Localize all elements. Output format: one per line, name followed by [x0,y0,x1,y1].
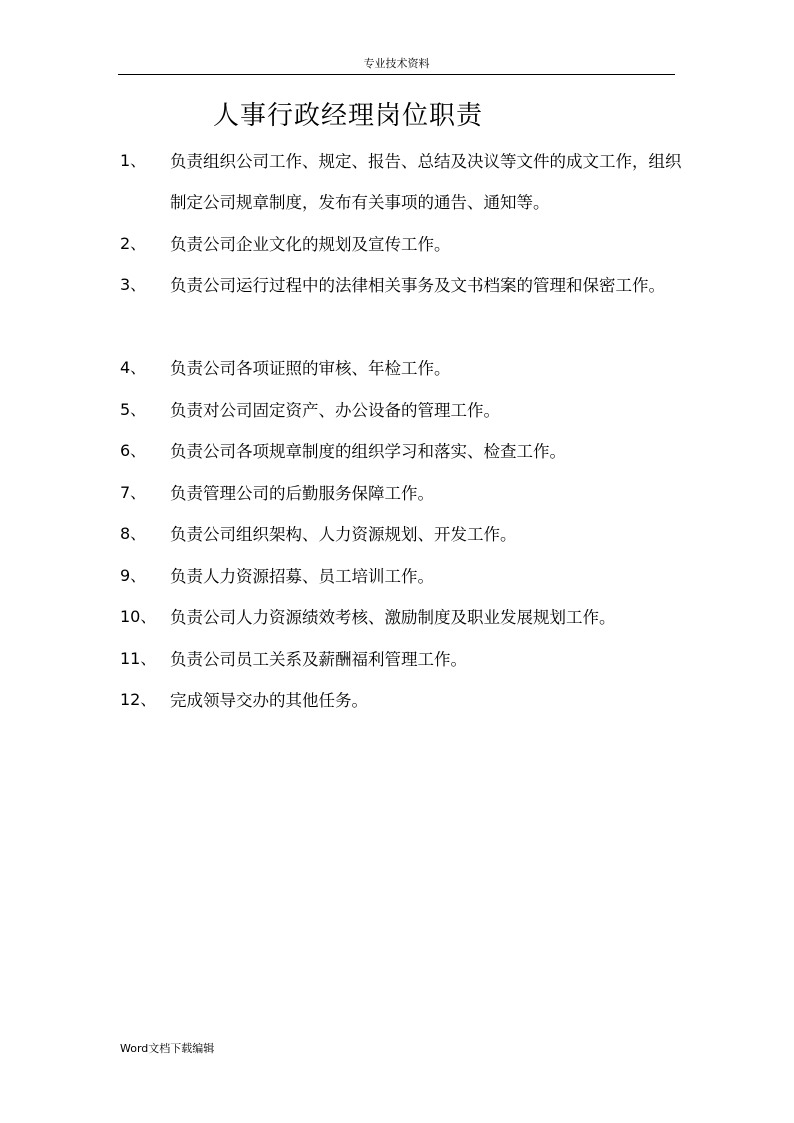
duty-text: 负责组织公司工作、规定、报告、总结及决议等文件的成文工作，组织制定公司规章制度，发布有关事项的通告、通知等。 [170,152,682,212]
page-header [118,58,675,75]
duty-number: 7、 [120,483,147,502]
duty-number: 5、 [120,400,147,419]
duty-text: 负责公司组织架构、人力资源规划、开发工作。 [170,525,517,544]
duty-number: 2、 [120,234,147,253]
duty-text: 完成领导交办的其他任务。 [170,691,368,710]
header-text: 专业技术资料 [363,57,430,70]
duty-text: 负责管理公司的后勤服务保障工作。 [170,484,434,503]
duty-number: 12、 [120,690,157,709]
duty-number: 8、 [120,524,147,543]
duty-text: 负责公司企业文化的规划及宣传工作。 [170,235,451,254]
page-title: 人事行政经理岗位职责 [213,101,484,131]
duty-number: 4、 [120,358,147,377]
duty-number: 6、 [120,441,147,460]
duty-text: 负责公司运行过程中的法律相关事务及文书档案的管理和保密工作。 [170,276,665,295]
duty-text: 负责公司各项规章制度的组织学习和落实、检查工作。 [170,442,566,461]
duty-number: 9、 [120,566,147,585]
duty-number: 10、 [120,607,157,626]
duty-text: 负责人力资源招募、员工培训工作。 [170,567,434,586]
duty-text: 负责公司人力资源绩效考核、激励制度及职业发展规划工作。 [170,608,616,627]
duty-text: 负责对公司固定资产、办公设备的管理工作。 [170,401,500,420]
duty-text: 负责公司各项证照的审核、年检工作。 [170,359,451,378]
duty-text: 负责公司员工关系及薪酬福利管理工作。 [170,650,467,669]
page-footer: Word文档下载编辑 [120,1042,215,1055]
duty-number: 1、 [120,151,147,170]
duty-number: 3、 [120,275,147,294]
duty-number: 11、 [120,649,157,668]
